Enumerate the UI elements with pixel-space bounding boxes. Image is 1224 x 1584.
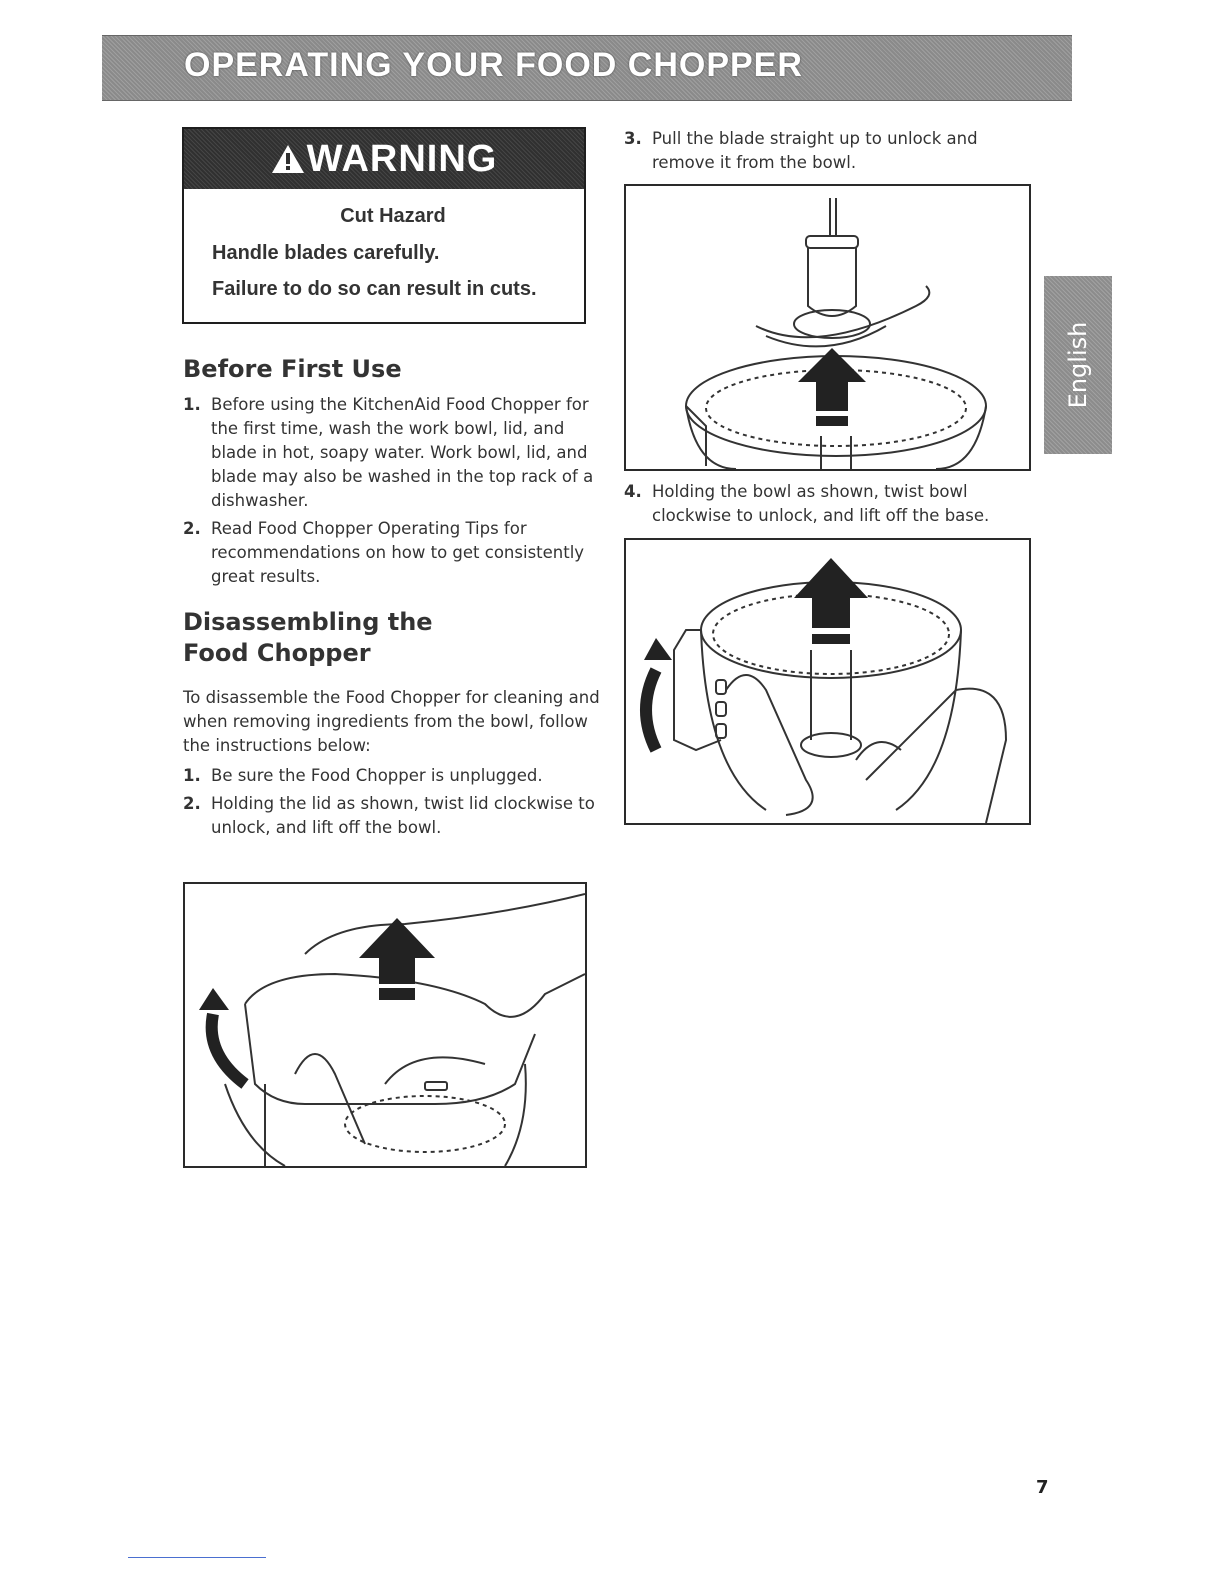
right-column xyxy=(624,127,1044,179)
up-arrow-icon xyxy=(794,558,868,644)
step-text: Holding the bowl as shown, twist bowl clockwise to unlock, and lift off the base. xyxy=(652,482,990,525)
list-item xyxy=(183,517,603,589)
disassembling-heading-line-2: Food Chopper xyxy=(183,639,371,668)
language-tab xyxy=(1044,276,1112,454)
step-text: Before using the KitchenAid Food Chopper for the first time, wash the work bowl, lid, and blade in hot, soapy water. Work bowl, lid, and blade may also be washed in the top rack of a dishwasher. xyxy=(211,395,594,511)
step-text: Pull the blade straight up to unlock and remove it from the bowl. xyxy=(652,129,978,172)
rotate-arrow-icon xyxy=(199,988,245,1084)
rotate-arrow-icon xyxy=(644,638,672,750)
warning-body xyxy=(184,189,584,301)
step-number: 2. xyxy=(183,793,201,813)
footer-line xyxy=(128,1557,266,1558)
step-number: 1. xyxy=(183,765,201,785)
list-item xyxy=(183,792,603,840)
bowl-removal-illustration xyxy=(624,538,1031,825)
step-text: Read Food Chopper Operating Tips for recommendations on how to get consistently great results. xyxy=(211,519,585,587)
warning-hazard: Cut Hazard xyxy=(340,205,446,227)
left-column xyxy=(183,354,603,844)
list-item xyxy=(183,393,603,513)
lid-removal-illustration xyxy=(183,882,587,1168)
header-bar xyxy=(102,35,1072,101)
step-4-block xyxy=(624,480,1044,532)
step-number: 3. xyxy=(624,129,642,148)
list-item xyxy=(183,764,603,788)
language-tab-label: English xyxy=(1064,321,1092,409)
step-text: Be sure the Food Chopper is unplugged. xyxy=(211,765,543,785)
up-arrow-icon xyxy=(359,918,435,1000)
page-title: OPERATING YOUR FOOD CHOPPER xyxy=(184,46,803,84)
blade-removal-illustration xyxy=(624,184,1031,471)
warning-triangle-icon xyxy=(271,144,305,174)
step-number: 2. xyxy=(183,519,201,539)
list-item xyxy=(624,480,1044,528)
page-number: 7 xyxy=(1036,1477,1049,1498)
step-number: 1. xyxy=(183,395,201,415)
warning-line-1: Handle blades carefully. xyxy=(212,242,440,264)
up-arrow-icon xyxy=(798,348,866,426)
disassembling-intro: To disassemble the Food Chopper for cleaning and when removing ingredients from the bowl, follow the instructions below: xyxy=(183,687,600,755)
list-item xyxy=(624,127,1044,175)
warning-header xyxy=(184,129,584,189)
before-first-use-heading: Before First Use xyxy=(183,355,402,383)
warning-title: WARNING xyxy=(306,137,498,180)
warning-line-2: Failure to do so can result in cuts. xyxy=(212,278,537,300)
warning-box xyxy=(182,127,586,324)
disassembling-heading-line-1: Disassembling the xyxy=(183,608,433,637)
step-text: Holding the lid as shown, twist lid clockwise to unlock, and lift off the bowl. xyxy=(211,793,595,837)
disassembling-heading xyxy=(183,607,603,669)
step-number: 4. xyxy=(624,482,642,501)
